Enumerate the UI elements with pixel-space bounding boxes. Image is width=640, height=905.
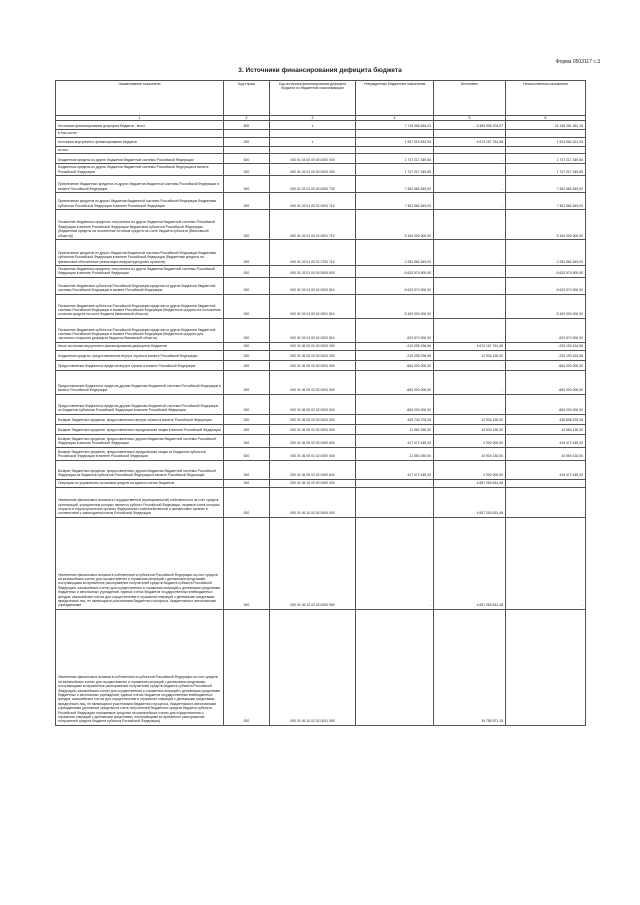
table-row: [56, 277, 586, 294]
row-executed-value: 4 670 167 761,48: [434, 137, 506, 146]
row-unexecuted-value: -520 574 900,00: [506, 318, 586, 342]
column-number: 5: [434, 116, 506, 121]
row-source-code: [270, 130, 356, 137]
row-unexecuted-value: -225 193 424,56: [506, 342, 586, 350]
row-name: Привлечение кредитов из других бюджетов бюджетной системы Российской Федерации бюджетами субъектов Российской Федерации в валюте Российской Федерации: [56, 193, 224, 210]
row-approved-value: 417 472 445,34: [356, 434, 434, 447]
table-row: [56, 447, 586, 460]
row-executed-value: 4 670 167 761,48: [434, 342, 506, 350]
row-source-code: 000 01 03 01 00 02 0002 810: [270, 318, 356, 342]
row-executed-value: 2 000 000,00: [434, 434, 506, 447]
row-unexecuted-value: -660 000 000,00: [506, 394, 586, 414]
row-name: источники внутреннего финансирования бюджета: [56, 137, 224, 146]
financing-sources-table: [55, 80, 586, 726]
row-executed-value: 19 785 971,15: [434, 609, 506, 725]
row-executed-value: -: [434, 164, 506, 176]
row-approved-value: 7 362 562 649,00: [356, 193, 434, 210]
table-row: [56, 164, 586, 176]
row-executed-value: -: [434, 154, 506, 164]
row-executed-value: -: [434, 277, 506, 294]
row-line-code: [224, 146, 270, 153]
row-line-code: 520: [224, 434, 270, 447]
row-source-code: 000 01 03 01 00 02 0000 710: [270, 193, 356, 210]
row-approved-value: -5 620 574 900,00: [356, 266, 434, 278]
row-line-code: 520: [224, 414, 270, 424]
row-unexecuted-value: -: [506, 479, 586, 487]
row-executed-value: [434, 130, 506, 137]
row-unexecuted-value: -: [506, 487, 586, 517]
row-approved-value: -660 000 000,00: [356, 360, 434, 370]
row-approved-value: -210 259 296,96: [356, 342, 434, 350]
row-name: Увеличение финансовых активов в государственной (муниципальной) собственности за счет средств организаций, учредителем которых является субъект Российской Федерации, лицевые счета которым открыты в территориальных органах Федерального казначейства или в финансовых органах в соответствии с законодательством Российской Федерации: [56, 487, 224, 517]
row-executed-value: 4 657 263 631,48: [434, 487, 506, 517]
table-row: [56, 342, 586, 350]
row-name: Иные источники внутреннего финансирования дефицитов бюджетов: [56, 342, 224, 350]
row-source-code: 000 01 03 01 00 00 0000 800: [270, 266, 356, 278]
row-line-code: 520: [224, 193, 270, 210]
row-approved-value: -: [356, 487, 434, 517]
row-name: Увеличение финансовых активов в собственности субъектов Российской Федерации за счет средств на казначейских счетах для осуществления и отражения операций с денежными средствами, поступающими во временное распоряжение получателей средств бюджета субъекта Российской Федерации, казначейских счетах для осуществления и отражения операций с денежными средствами бюджетных и автономных учреждений, единых счетах бюджетов государственных внебюджетных фондов, казначейских счетах для осуществления и отражения операций с денежными средствами юридических лиц, не являющихся участниками бюджетного процесса, бюджетными и автономными учреждениями: [56, 517, 224, 609]
row-unexecuted-value: 5 100 000 000,00: [506, 210, 586, 240]
row-name: Возврат бюджетных кредитов, предоставленных другим бюджетам бюджетной системы Российской Федерации в валюте Российской Федерации: [56, 434, 224, 447]
row-executed-value: 12 934 130,00: [434, 414, 506, 424]
header-indicator-name: Наименование показателя: [56, 81, 224, 116]
row-unexecuted-value: -5 100 000 000,00: [506, 294, 586, 318]
table-row: [56, 154, 586, 164]
row-approved-value: 5 100 000 000,00: [356, 210, 434, 240]
row-name: Возврат бюджетных кредитов, предоставленных внутри страны в валюте Российской Федерации: [56, 414, 224, 424]
row-unexecuted-value: 11 105 061 561,19: [506, 121, 586, 130]
row-line-code: 520: [224, 479, 270, 487]
table-row: [56, 294, 586, 318]
row-line-code: 520: [224, 350, 270, 360]
row-name: Бюджетные кредиты, предоставленные внутри страны в валюте Российской Федерации: [56, 350, 224, 360]
row-line-code: 520: [224, 517, 270, 609]
row-line-code: 520: [224, 487, 270, 517]
row-line-code: 500: [224, 121, 270, 130]
row-unexecuted-value: -225 193 424,56: [506, 350, 586, 360]
row-approved-value: [356, 130, 434, 137]
row-executed-value: 10 934 130,00: [434, 424, 506, 434]
row-unexecuted-value: 7 362 562 649,00: [506, 193, 586, 210]
table-row: [56, 137, 586, 146]
row-line-code: 520: [224, 164, 270, 176]
row-unexecuted-value: 2 262 562 649,00: [506, 240, 586, 266]
row-name: Погашение бюджетами субъектов Российской Федерации кредитов из других бюджетов бюджетной системы Российской Федерации в валюте Российской Федерации (бюджетные кредиты на пополнение остатков средств на счете бюджета Ивановской области): [56, 294, 224, 318]
row-line-code: 520: [224, 176, 270, 193]
row-approved-value: 21 560 250,00: [356, 447, 434, 460]
row-source-code: 000 01 06 10 02 02 0001 550: [270, 609, 356, 725]
row-source-code: 000 01 06 05 01 02 0000 640: [270, 447, 356, 460]
document-title: 3. Источники финансирования дефицита бюджета: [238, 67, 402, 74]
row-source-code: 000 01 03 00 00 00 0000 000: [270, 154, 356, 164]
row-name: Погашение бюджетами субъектов Российской Федерации кредитов из других бюджетов бюджетной системы Российской Федерации в валюте Российской Федерации: [56, 277, 224, 294]
row-unexecuted-value: 7 362 562 649,00: [506, 176, 586, 193]
column-number: 2: [224, 116, 270, 121]
row-name: Предоставление бюджетных кредитов внутри страны в валюте Российской Федерации: [56, 360, 224, 370]
row-name: Возврат бюджетных кредитов, предоставленных юридическим лицам в валюте Российской Федерации: [56, 424, 224, 434]
row-unexecuted-value: [506, 130, 586, 137]
header-unexecuted: Неисполненные назначения: [506, 81, 586, 116]
row-source-code: 000 01 06 05 00 00 0000 600: [270, 414, 356, 424]
row-approved-value: [356, 146, 434, 153]
row-executed-value: 2 000 000,00: [434, 460, 506, 479]
row-approved-value: -5 620 574 900,00: [356, 277, 434, 294]
row-unexecuted-value: [506, 146, 586, 153]
row-source-code: 000 01 06 05 02 00 0000 500: [270, 370, 356, 394]
row-executed-value: -: [434, 370, 506, 394]
table-row: [56, 479, 586, 487]
table-body: [56, 121, 586, 725]
row-executed-value: -: [434, 360, 506, 370]
row-approved-value: -: [356, 517, 434, 609]
column-number: 1: [56, 116, 224, 121]
table-row: [56, 609, 586, 725]
row-source-code: x: [270, 121, 356, 130]
row-unexecuted-value: 415 472 445,34: [506, 434, 586, 447]
row-unexecuted-value: -5 620 574 900,00: [506, 266, 586, 278]
table-row: [56, 130, 586, 137]
row-source-code: 000 01 03 01 00 02 0000 810: [270, 277, 356, 294]
row-approved-value: -660 000 000,00: [356, 394, 434, 414]
row-approved-value: -660 000 000,00: [356, 370, 434, 394]
row-line-code: 520: [224, 447, 270, 460]
row-source-code: [270, 146, 356, 153]
row-executed-value: -: [434, 294, 506, 318]
table-row: [56, 210, 586, 240]
row-name: из них:: [56, 146, 224, 153]
row-line-code: 520: [224, 210, 270, 240]
header-executed: Исполнено: [434, 81, 506, 116]
row-source-code: 000 01 06 05 01 00 0000 600: [270, 424, 356, 434]
row-unexecuted-value: 436 806 575,34: [506, 414, 586, 424]
header-source-code: Код источника финансирования дефицита бюджета по бюджетной классификации: [270, 81, 356, 116]
row-name: Предоставление бюджетных кредитов другим бюджетам бюджетной системы Российской Федерации из бюджетов субъектов Российской Федерации в валюте Российской Федерации: [56, 394, 224, 414]
row-line-code: 520: [224, 318, 270, 342]
row-source-code: 000 01 06 05 02 00 0000 600: [270, 434, 356, 447]
row-executed-value: -: [434, 193, 506, 210]
row-executed-value: [434, 146, 506, 153]
row-source-code: 000 01 06 10 00 00 0000 000: [270, 479, 356, 487]
row-name: Возврат бюджетных кредитов, предоставленных другим бюджетам бюджетной системы Российской Федерации из бюджетов субъектов Российской Федерации в валюте Российской Федерации: [56, 460, 224, 479]
row-unexecuted-value: 10 554 130,00: [506, 447, 586, 460]
row-name: Погашение бюджетных кредитов, полученных из других бюджетов бюджетной системы Российской Федерации в валюте Российской Федерации бюджетами субъектов Российской Федерации (бюджетные кредиты на пополнение остатков средств на счете бюджета субъекта (Ивановской области)): [56, 210, 224, 240]
row-approved-value: 2 262 562 649,00: [356, 240, 434, 266]
row-source-code: 000 01 03 01 00 02 0001 710: [270, 210, 356, 240]
column-number: 6: [506, 116, 586, 121]
row-unexecuted-value: -5 620 574 900,00: [506, 277, 586, 294]
table-row: [56, 394, 586, 414]
row-executed-value: -: [434, 318, 506, 342]
row-unexecuted-value: 1 524 564 321,34: [506, 137, 586, 146]
row-name: Предоставление бюджетных кредитов другим бюджетам бюджетной системы Российской Федерации в валюте Российской Федерации: [56, 370, 224, 394]
row-unexecuted-value: 10 554 130,00: [506, 424, 586, 434]
row-executed-value: 10 934 130,00: [434, 447, 506, 460]
row-source-code: 000 01 06 05 00 00 0000 000: [270, 350, 356, 360]
row-executed-value: -: [434, 240, 506, 266]
header-approved: Утвержденные бюджетные назначения: [356, 81, 434, 116]
row-line-code: 520: [224, 609, 270, 725]
row-name: Бюджетные кредиты из других бюджетов бюджетной системы Российской Федерации: [56, 154, 224, 164]
row-executed-value: -3 359 905 204,97: [434, 121, 506, 130]
table-row: [56, 414, 586, 424]
row-approved-value: 1 747 217 349,65: [356, 164, 434, 176]
row-approved-value: 417 472 445,34: [356, 460, 434, 479]
table-row: [56, 360, 586, 370]
row-name: Увеличение финансовых активов в собственности субъектов Российской Федерации за счет средств на казначейских счетах для осуществления и отражения операций с денежными средствами, поступающими во временное распоряжение получателей средств бюджета субъекта Российской Федерации, казначейских счетах для осуществления и отражения операций с денежными средствами бюджетных и автономных учреждений, единых счетах бюджетов государственных внебюджетных фондов, казначейских счетах для осуществления и отражения операций с денежными средствами юридических лиц, не являющихся участниками бюджетного процесса, бюджетными и автономными учреждениями (денежные средства на счете получателей бюджетных средств бюджета субъекта Российской Федерации отражаемые средства на казначейских счетах для осуществления и отражения операций с денежными средствами, поступающими во временное распоряжение получателей средств бюджета субъекта Российской Федерации): [56, 609, 224, 725]
row-approved-value: 7 362 562 649,00: [356, 176, 434, 193]
row-approved-value: -210 259 296,96: [356, 350, 434, 360]
row-line-code: 520: [224, 294, 270, 318]
table-row: [56, 370, 586, 394]
row-line-code: 520: [224, 424, 270, 434]
form-code: Форма 0503117 с.3: [555, 59, 600, 65]
table-row: [56, 424, 586, 434]
row-line-code: 520: [224, 370, 270, 394]
row-name: в том числе:: [56, 130, 224, 137]
table-header-row: [56, 81, 586, 116]
row-unexecuted-value: -660 000 000,00: [506, 370, 586, 394]
row-executed-value: 4 657 263 631,48: [434, 517, 506, 609]
row-name: Погашение бюджетами субъектов Российской Федерации кредитов из других бюджетов бюджетной системы Российской Федерации в валюте Российской Федерации (бюджетные кредиты для частичного покрытия дефицита бюджета Ивановской области): [56, 318, 224, 342]
column-number: 4: [356, 116, 434, 121]
row-name: Привлечение бюджетных кредитов из других бюджетов бюджетной системы Российской Федерации в валюте Российской Федерации: [56, 176, 224, 193]
row-source-code: 000 01 06 10 02 02 0000 550: [270, 517, 356, 609]
row-source-code: 000 01 06 05 02 02 0000 640: [270, 460, 356, 479]
row-unexecuted-value: 1 747 217 349,65: [506, 154, 586, 164]
row-line-code: 520: [224, 460, 270, 479]
row-line-code: 520: [224, 266, 270, 278]
row-line-code: 520: [224, 240, 270, 266]
table-row: [56, 487, 586, 517]
row-approved-value: 1 597 019 451,94: [356, 137, 434, 146]
row-executed-value: 4 657 263 631,48: [434, 479, 506, 487]
row-line-code: 520: [224, 394, 270, 414]
row-source-code: x: [270, 137, 356, 146]
row-executed-value: 12 934 130,00: [434, 350, 506, 360]
table-row: [56, 517, 586, 609]
row-line-code: 520: [224, 360, 270, 370]
row-approved-value: 449 740 703,34: [356, 414, 434, 424]
row-line-code: 520: [224, 137, 270, 146]
row-name: Привлечение кредитов из других бюджетов бюджетной системы Российской Федерации бюджетами субъектов Российской Федерации в валюте Российской Федерации (бюджетные кредиты на финансовое обеспечение реализации инфраструктурных проектов): [56, 240, 224, 266]
row-unexecuted-value: -: [506, 517, 586, 609]
row-source-code: 000 01 06 10 02 00 0000 500: [270, 487, 356, 517]
row-approved-value: -: [356, 479, 434, 487]
row-unexecuted-value: -660 000 000,00: [506, 360, 586, 370]
row-source-code: 000 01 06 00 00 00 0000 000: [270, 342, 356, 350]
table-row: [56, 434, 586, 447]
table-row: [56, 318, 586, 342]
row-approved-value: 7 715 565 454,22: [356, 121, 434, 130]
row-unexecuted-value: -: [506, 609, 586, 725]
header-line-code: Код строки: [224, 81, 270, 116]
row-executed-value: -: [434, 266, 506, 278]
table-row: [56, 121, 586, 130]
row-name: Погашение бюджетных кредитов, полученных из других бюджетов бюджетной системы Российской Федерации в валюте Российской Федерации: [56, 266, 224, 278]
table-row: [56, 146, 586, 153]
table-row: [56, 350, 586, 360]
table-row: [56, 193, 586, 210]
row-source-code: 000 01 03 01 00 00 0000 000: [270, 164, 356, 176]
row-source-code: 000 01 06 05 02 02 0000 540: [270, 394, 356, 414]
row-line-code: 520: [224, 277, 270, 294]
row-source-code: 000 01 06 05 00 00 0000 500: [270, 360, 356, 370]
row-line-code: 520: [224, 154, 270, 164]
row-approved-value: 1 747 217 349,65: [356, 154, 434, 164]
row-source-code: 000 01 03 01 00 02 2700 710: [270, 240, 356, 266]
row-name: Возврат бюджетных кредитов, предоставленных юридическим лицам из бюджетов субъектов Российской Федерации в валюте Российской Федерации: [56, 447, 224, 460]
row-source-code: 000 01 03 01 00 02 0001 810: [270, 294, 356, 318]
row-approved-value: -520 574 900,00: [356, 318, 434, 342]
row-name: Источники финансирования дефицита бюджета - всего: [56, 121, 224, 130]
row-approved-value: -5 100 000 000,00: [356, 294, 434, 318]
table-row: [56, 176, 586, 193]
row-executed-value: -: [434, 176, 506, 193]
table-row: [56, 240, 586, 266]
row-source-code: 000 01 03 01 00 00 0000 700: [270, 176, 356, 193]
row-approved-value: 21 560 250,00: [356, 424, 434, 434]
row-unexecuted-value: 1 747 217 349,65: [506, 164, 586, 176]
table-row: [56, 460, 586, 479]
row-approved-value: -: [356, 609, 434, 725]
table-row: [56, 266, 586, 278]
row-executed-value: -: [434, 210, 506, 240]
row-name: Бюджетные кредиты из других бюджетов бюджетной системы Российской Федерации в валюте Российской Федерации: [56, 164, 224, 176]
column-number: 3: [270, 116, 356, 121]
row-line-code: [224, 130, 270, 137]
row-name: Операции по управлению остатками средств на единых счетах бюджетов: [56, 479, 224, 487]
row-unexecuted-value: 415 472 445,34: [506, 460, 586, 479]
row-executed-value: -: [434, 394, 506, 414]
row-line-code: 520: [224, 342, 270, 350]
